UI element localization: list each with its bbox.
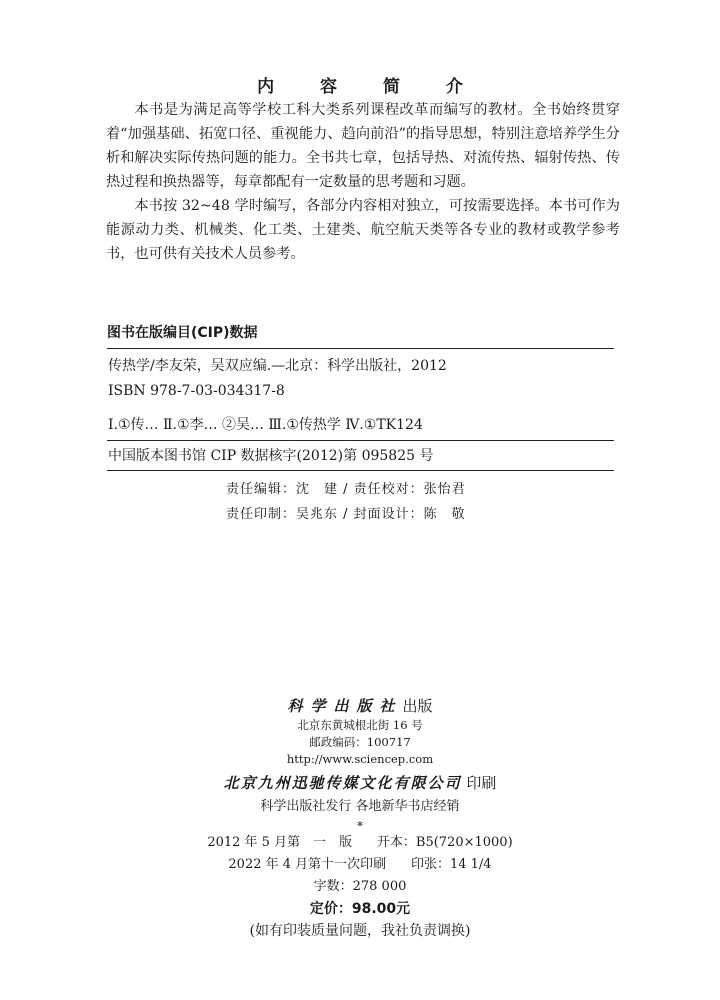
summary-paragraph-2: 本书按 32~48 学时编写，各部分内容相对独立，可按需要选择。本书可作为能源动力类、机械类、化工类、土建类、航空航天类等各专业的教材或教学参考书，也可供有关技术人员参考。 [106, 198, 620, 262]
cip-rule-top [107, 348, 614, 349]
cip-rule-bottom [107, 470, 614, 471]
imprint [0, 695, 720, 942]
summary-paragraph-1: 本书是为满足高等学校工科大类系列课程改革而编写的教材。全书始终贯穿着“加强基础、拓宽口径、重视能力、趋向前沿”的指导思想，特别注意培养学生分析和解决实际传热问题的能力。全书共七章，包括导热、对流传热、辐射传热、传热过程和换热器等，每章都配有一定数量的思考题和习题。 [106, 102, 620, 190]
edition-text: 2012 年 5 月第 一 版 [207, 835, 353, 850]
printer-line [0, 772, 720, 796]
editor-line-1: 责任编辑：沈 建 / 责任校对：张怡君 [226, 482, 466, 497]
price: 定价：98.00元 [309, 901, 411, 917]
publisher-website: http://www.sciencep.com [286, 752, 434, 766]
publisher-name: 科学出版社 [287, 697, 403, 715]
distribution-line: 科学出版社发行 各地新华书店经销 [260, 799, 460, 814]
printing-text: 2022 年 4 月第十一次印刷 [228, 857, 387, 872]
editor-line-2: 责任印制：吴兆东 / 封面设计：陈 敬 [226, 507, 466, 522]
publisher-suffix: 出版 [402, 697, 433, 715]
cip-line-isbn: ISBN 978-7-03-034317-8 [108, 383, 285, 399]
publisher-address: 北京东黄城根北街 16 号 [297, 718, 423, 732]
edition-row [0, 832, 720, 854]
cip-rule-mid [107, 440, 614, 441]
publisher-postcode: 邮政编码：100717 [309, 735, 411, 749]
summary [106, 98, 620, 266]
page-title: 内 容 简 介 [257, 77, 483, 97]
publisher-line [0, 695, 720, 717]
printer-suffix: 印刷 [466, 774, 497, 792]
quality-note: (如有印装质量问题，我社负责调换) [249, 923, 471, 939]
cip-line-classification: Ⅰ.①传… Ⅱ.①李… ②吴… Ⅲ.①传热学 Ⅳ.①TK124 [108, 417, 423, 433]
sheets-text: 印张：14 1/4 [410, 857, 492, 872]
cip-line-record: 中国版本图书馆 CIP 数据核字(2012)第 095825 号 [108, 448, 434, 464]
cip-line-title: 传热学/李友荣，吴双应编.—北京：科学出版社，2012 [108, 358, 447, 374]
printing-row [0, 854, 720, 876]
printer-name: 北京九州迅驰传媒文化有限公司 [223, 774, 462, 792]
cip-heading: 图书在版编目(CIP)数据 [107, 325, 258, 341]
separator-star: * [357, 819, 363, 833]
word-count: 字数：278 000 [313, 879, 407, 894]
format-text: 开本：B5(720×1000) [376, 835, 513, 850]
